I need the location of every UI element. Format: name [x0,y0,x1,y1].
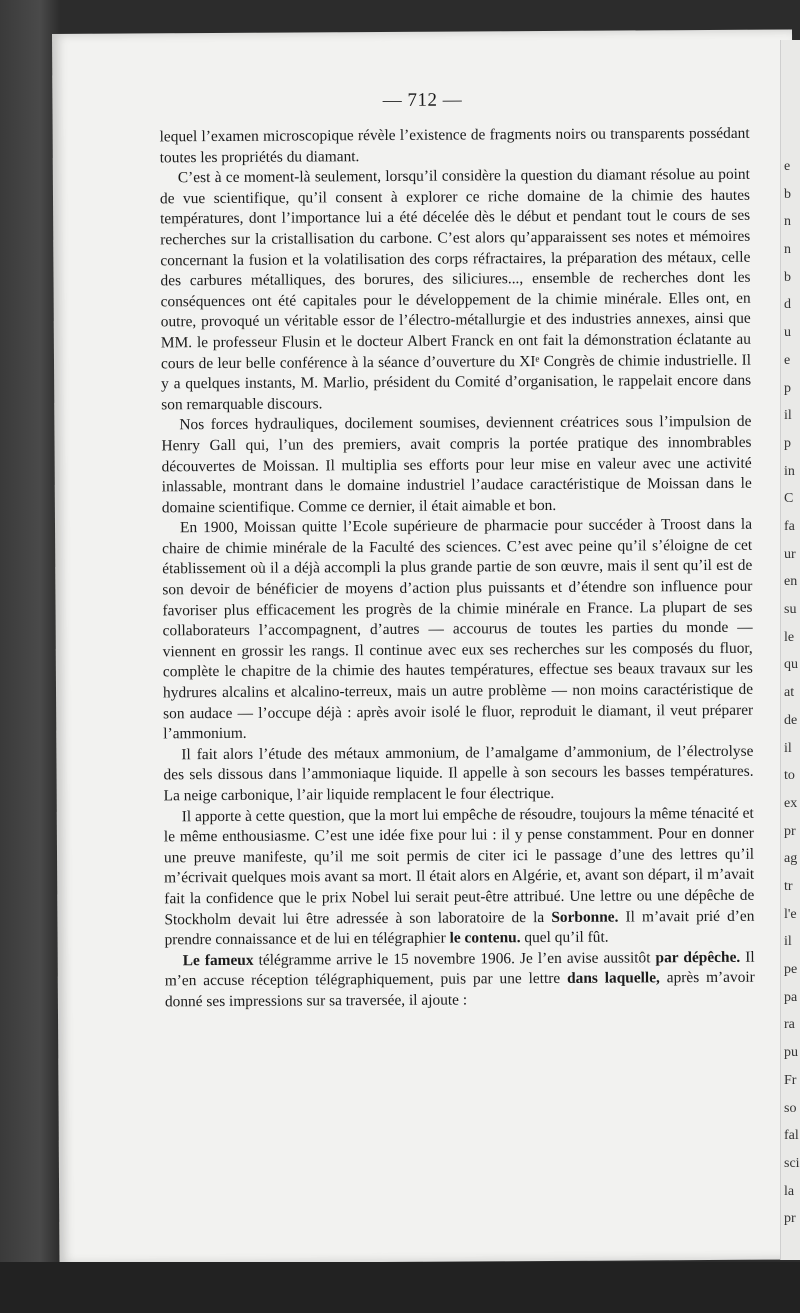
margin-fragment: p [784,380,791,396]
bold-le-contenu: le contenu. [449,929,521,947]
margin-fragment: Fr [784,1072,797,1088]
margin-fragment: qu [784,657,798,673]
margin-fragment: ex [784,795,798,811]
margin-fragment: la [784,1183,795,1199]
paragraph-1: lequel l’examen microscopique révèle l’existence de fragments noirs ou transparents possédant toutes les propriétés du diamant. [159,124,750,166]
margin-fragment: ag [784,851,798,867]
margin-fragment: pa [784,989,798,1005]
margin-fragment: de [784,712,798,728]
margin-fragment: pe [784,962,798,978]
margin-fragment: b [784,186,791,202]
margin-fragment: l'e [784,906,797,922]
margin-fragment: fal [784,1128,799,1144]
margin-fragment: tr [784,879,793,894]
paragraph-7-end: après m’avoir donné ses impressions sur sa traversée, il ajoute : [164,969,755,1011]
margin-fragment: n [784,242,791,258]
margin-fragment: fa [784,519,795,534]
margin-fragment: il [784,740,792,756]
margin-fragment: ur [784,546,796,562]
margin-fragment: e [784,352,791,368]
scan-bottom-edge [0,1262,800,1313]
paragraph-4: En 1900, Moissan quitte l’Ecole supérieure de pharmacie pour succéder à Troost dans la chaire de chimie minérale de la Faculté des sciences. C’est avec peine qu’il s’éloigne de cet établissement où il a déjà accompli la plus grande partie de son œuvre, mais il sent qu’il est de son devoir de bénéficier de moyens d’action plus puissants et d’étendre son influence pour favoriser plus efficacement les progrès de la chimie minérale en France. La plupart de ses collaborateurs l’accompagnent, d’autres — accourus de toutes les parties du monde — viennent en grossir les rangs. Il continue avec eux ses recherches sur les composés du fluor, complète le chapitre de la chimie des hautes températures, effectue ses beaux travaux sur les hydrures alcalins et alcalino-terreux, mais un autre problème — non moins caractéristique de son audace — l’occupe déjà : après avoir isolé le fluor, reproduit le diamant, il veut préparer l’ammonium. [162,516,754,743]
paragraph-7-cont: Il m’en accuse réception télégraphiquement, puis par une lettre [164,948,755,990]
margin-fragment: su [784,602,797,618]
margin-fragment: p [784,435,791,451]
margin-fragment: sci [784,1155,800,1171]
margin-fragment: il [784,934,792,950]
margin-fragment: en [784,574,798,590]
page-number: — 712 — [382,89,463,111]
margin-fragment: u [784,325,791,341]
margin-fragment: le [784,629,795,645]
margin-fragment: C [784,491,794,507]
adjacent-page-edge [780,40,800,1260]
margin-fragment: e [784,159,791,174]
margin-fragment: d [784,297,791,313]
margin-fragment: pr [784,823,796,839]
margin-fragment: il [784,408,792,424]
paragraph-7-text: télégramme arrive le 15 novembre 1906. Je l’en avise aussitôt [253,949,656,969]
margin-fragment: n [784,214,791,230]
bold-sorbonne: Sorbonne. [551,908,619,926]
paragraph-6-cont: Il m’avait prié d’en prendre connaissance et de lui en télégraphier [164,907,755,949]
book-page [52,29,799,1263]
paragraph-6 [164,803,755,951]
margin-fragment: ra [784,1017,795,1033]
margin-fragment: in [784,463,795,479]
bold-par-depeche: par dépêche. [655,948,741,967]
bold-le-fameux: Le fameux [182,951,254,969]
margin-fragment: so [784,1100,797,1116]
paragraph-7 [165,947,755,1012]
margin-fragment: to [784,768,795,784]
margin-fragment: pr [784,1211,796,1227]
paragraph-6-end: quel qu’il fût. [520,928,609,947]
paragraph-2: C’est à ce moment-là seulement, lorsqu’il considère la question du diamant résolue au point de vue scientifique, qu’il consent à explorer ce riche domaine de la chimie des hautes températures, dont l’importance lui a été décelée dès le début et pendant tout le cours de ses recherches sur la cristallisation du carbone. C’est alors qu’apparaissent ses notes et mémoires concernant la fusion et la volatilisation des corps réfractaires, la préparation des métaux, celle des carbures métalliques, des borures, des siliciures..., ensemble de recherches dont les conséquences ont été capitales pour le développement de la chimie minérale. Elles ont, en outre, provoqué un véritable essor de l’électro-métallurgie et des industries annexes, ainsi que MM. le professeur Flusin et le docteur Albert Franck en ont fait la démonstration éclatante au cours de leur belle conférence à la séance d’ouverture du XIᵉ Congrès de chimie industrielle. Il y a quelques instants, M. Marlio, président du Comité d’organisation, le rappelait encore dans son remarquable discours. [159,165,752,414]
paragraph-5: Il fait alors l’étude des métaux ammonium, de l’amalgame d’ammonium, de l’électrolyse des sels dissous dans l’ammoniaque liquide. Il appelle à son secours les basses températures. La neige carbonique, l’air liquide remplacent le four électrique. [163,742,754,805]
paragraph-3: Nos forces hydrauliques, docilement soumises, deviennent créatrices sous l’impulsion de Henry Gall qui, l’un des premiers, avait compris la portée pratique des innombrables découvertes de Moissan. Il multiplia ses efforts pour leur mise en valeur avec une activité inlassable, montrant dans le domaine industriel l’audace caractéristique de Moissan dans le domaine scientifique. Comme ce dernier, il était aimable et bon. [161,413,752,517]
margin-fragment: at [784,685,795,701]
paragraph-6-text: Il apporte à cette question, que la mort lui empêche de résoudre, toujours la même ténacité et le même enthousiasme. C’est une idée fixe pour lui : il y pense constamment. Pour en donner une preuve manifeste, qu’il me soit permis de citer ici le passage d’une des lettres qu’il m’écrivait quelques mois avant sa mort. Il était alors en Algérie, et, avant son départ, il m’avait fait la confidence que le prix Nobel lui serait peut-être attribué. Une lettre ou une dépêche de Stockholm devait lui être adressée à son laboratoire de la [163,804,755,928]
body-text [160,124,755,1013]
bold-dans-laquelle: dans laquelle, [566,969,660,988]
margin-fragment: b [784,269,791,285]
margin-fragment: pu [784,1045,798,1061]
